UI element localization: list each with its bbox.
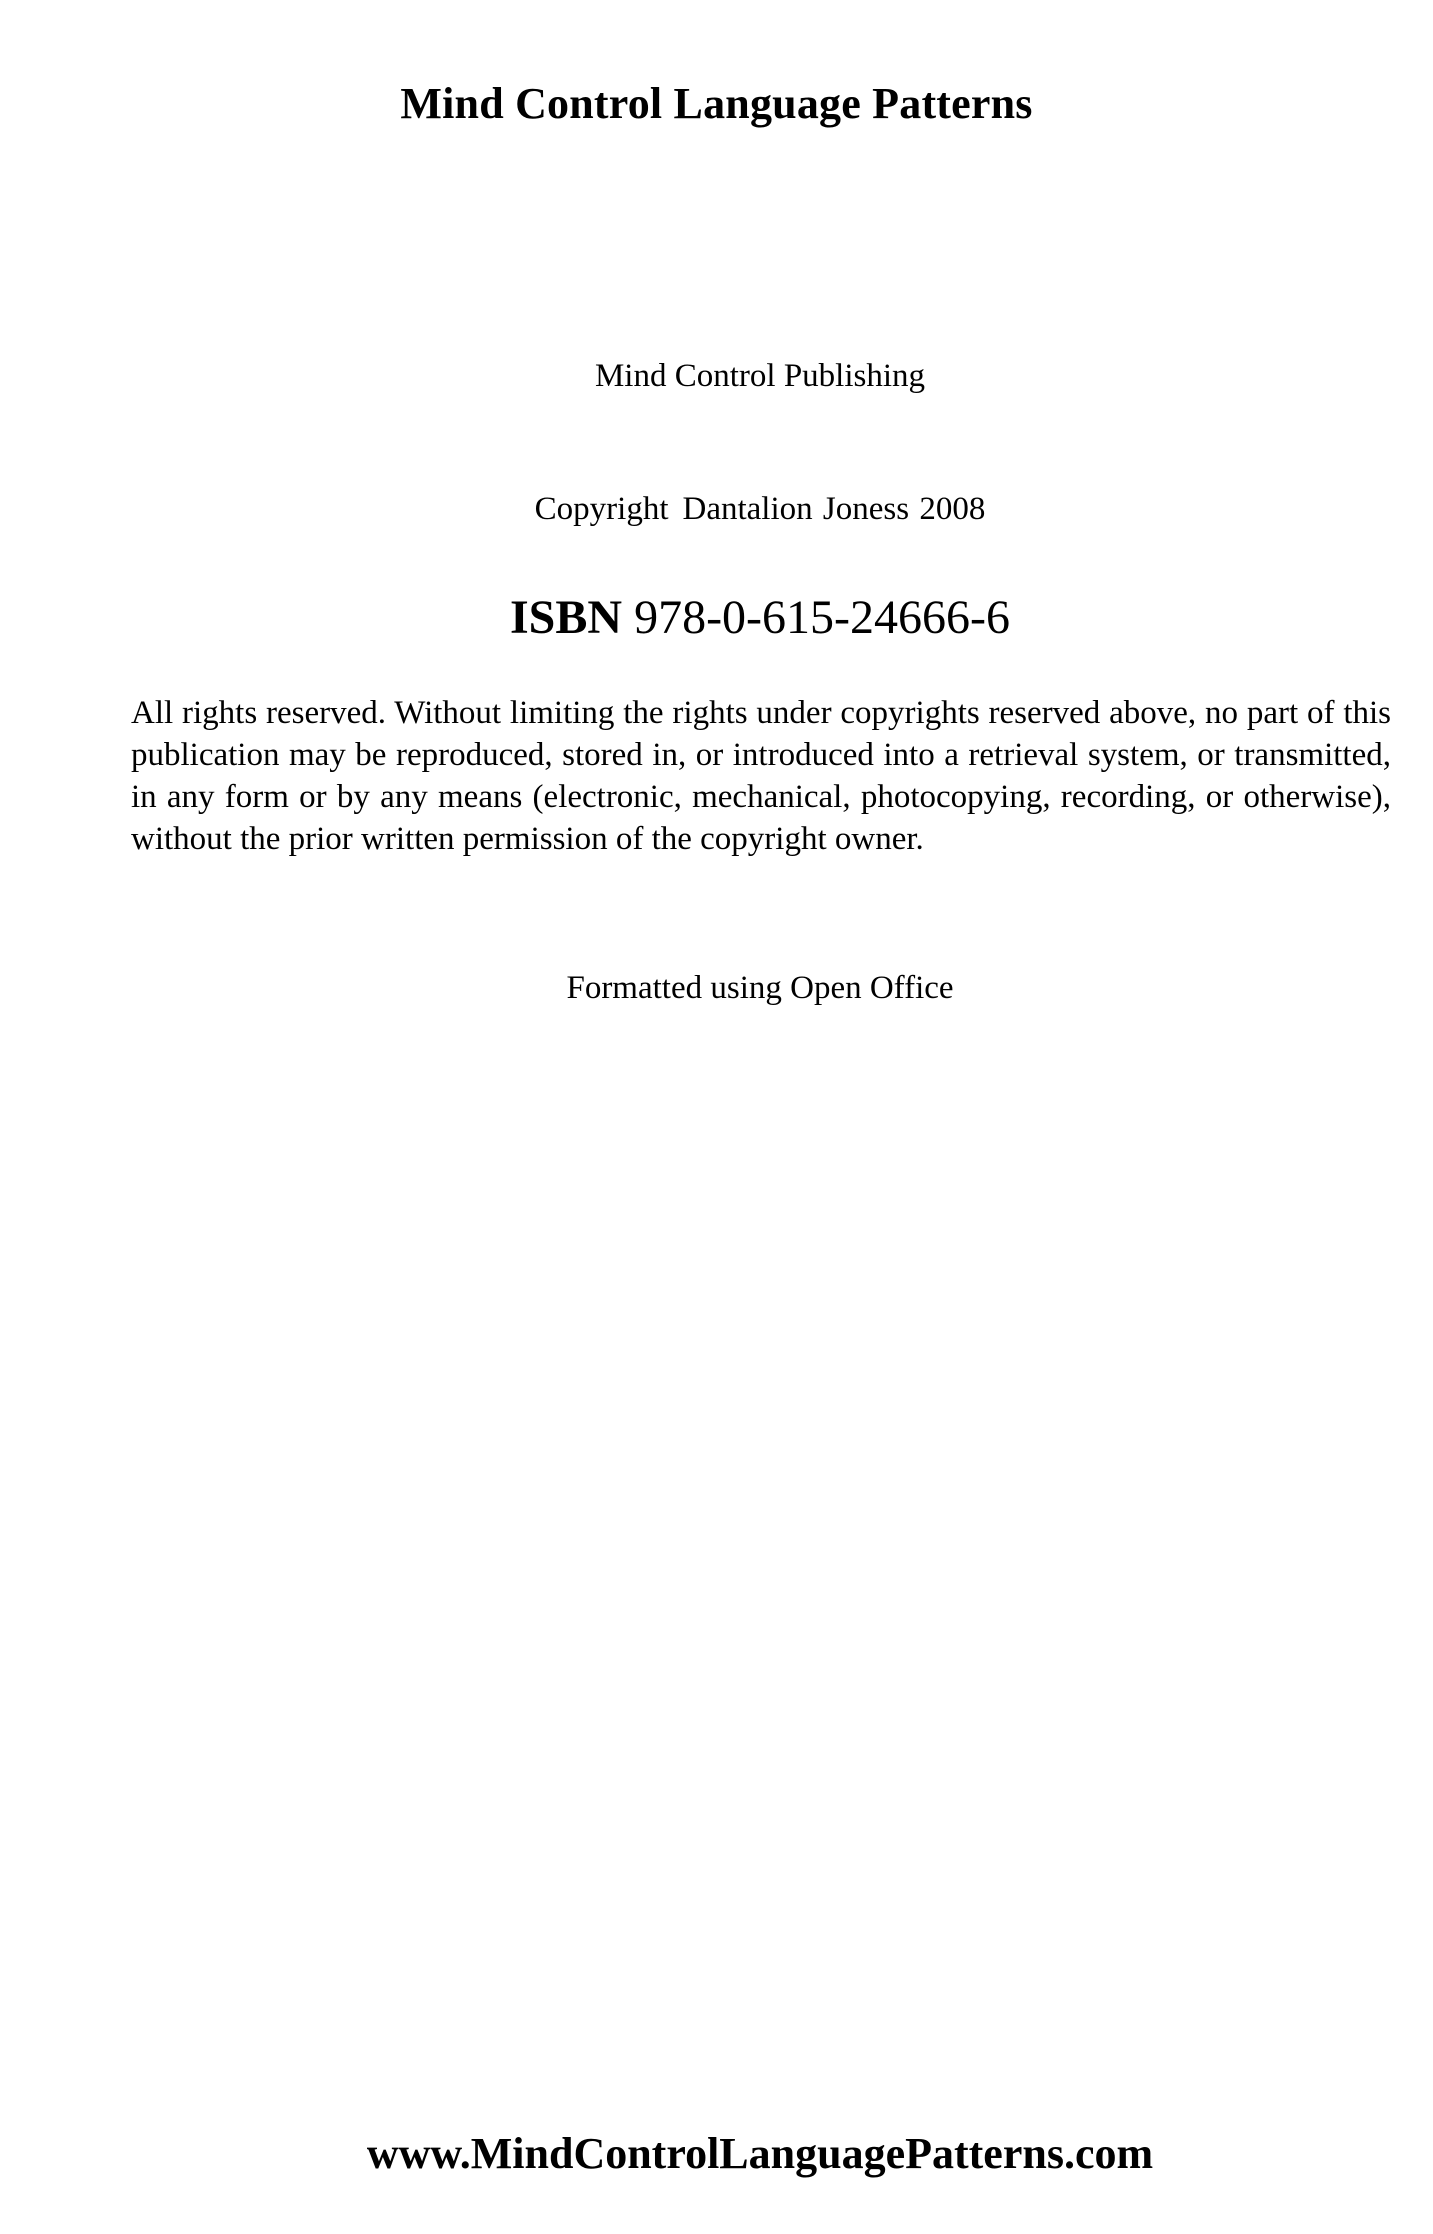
website-url: www.MindControlLanguagePatterns.com (366, 2129, 1154, 2178)
copyright-line (0, 491, 1433, 528)
isbn-line (0, 590, 1433, 645)
formatted-note: Formatted using Open Office (566, 970, 954, 1006)
rights-notice: All rights reserved. Without limiting the rights under copyrights reserved above, no part of this publication may be reproduced, stored in, or introduced into a retrieval system, or transmitted, in any form or by any means (electronic, mechanical, photocopying, recording, or otherwise), without the prior written permission of the copyright owner. (131, 695, 1391, 857)
copyright-label: Copyright (534, 491, 669, 527)
isbn-label: ISBN (510, 591, 623, 644)
publisher-name: Mind Control Publishing (594, 358, 926, 394)
book-title: Mind Control Language Patterns (400, 79, 1033, 128)
isbn-number: 978-0-615-24666-6 (634, 591, 1010, 644)
copyright-holder: Dantalion Joness 2008 (682, 491, 986, 527)
